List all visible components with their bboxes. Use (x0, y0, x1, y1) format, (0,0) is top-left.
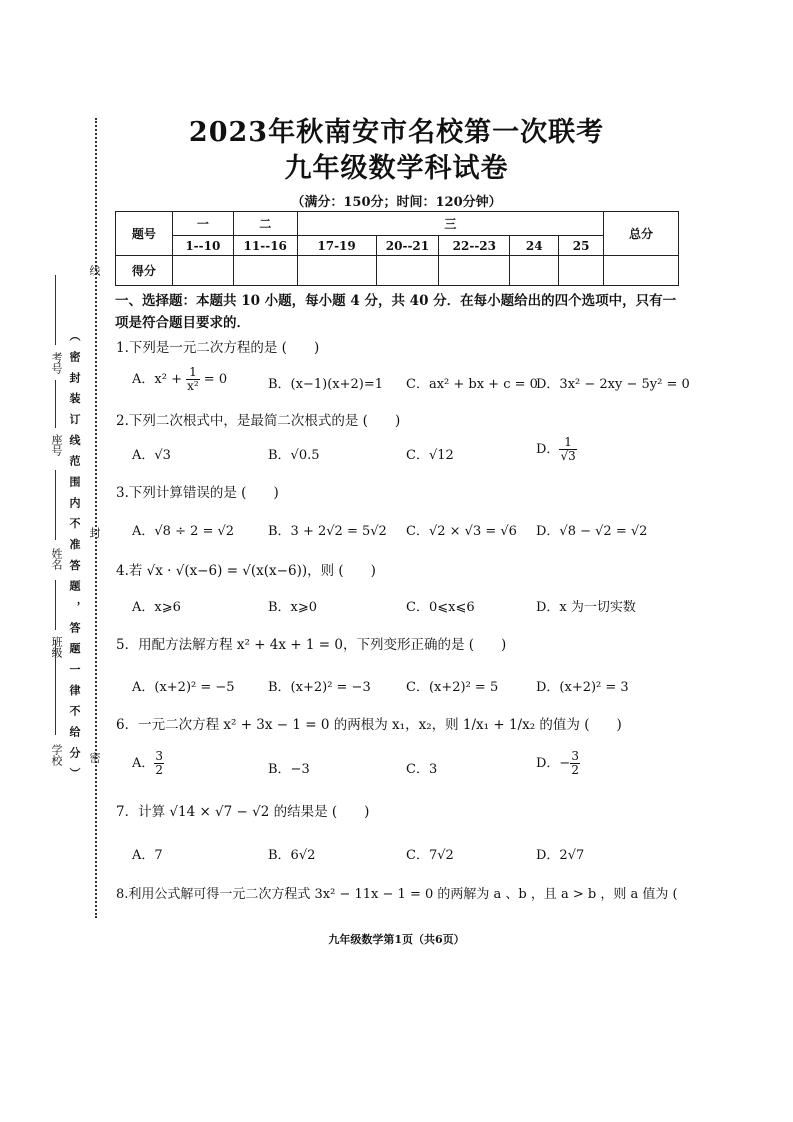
option-c[interactable]: C．√12 (406, 448, 454, 463)
mark-mi: 密 (88, 752, 101, 763)
binding-warning: （ 密 封 装 订 线 范 围 内 不 准 答 题 ， 答 题 一 律 不 给 分 ） (68, 330, 81, 782)
row-label-score: 得分 (116, 256, 173, 286)
option-b[interactable]: B．(x−1)(x+2)=1 (268, 377, 383, 392)
numerator: 3 (571, 749, 579, 763)
label-school: 学校 (50, 744, 63, 766)
range-cell: 24 (510, 236, 559, 256)
option-d[interactable]: D．(x+2)² = 3 (536, 680, 629, 695)
exam-meta: （满分：150分；时间：120分钟） (291, 195, 502, 210)
option-c[interactable]: C．(x+2)² = 5 (406, 680, 499, 695)
option-a[interactable]: A．(x+2)² = −5 (132, 680, 235, 695)
option-c[interactable]: C．ax² + bx + c = 0 (406, 377, 538, 392)
page-footer: 九年级数学第1页（共6页） (328, 933, 465, 946)
denominator: 2 (571, 763, 579, 777)
question-stem: 6．一元二次方程 x² + 3x − 1 = 0 的两根为 x₁，x₂，则 1/x₁ + 1/x₂ 的值为 ( ) (116, 717, 622, 733)
score-cell[interactable] (297, 256, 376, 286)
option-d[interactable]: D．2√7 (536, 848, 585, 863)
option-a[interactable]: A．7 (132, 848, 163, 863)
fraction (186, 366, 200, 393)
label-seat: 座号 (50, 434, 63, 456)
option-b[interactable]: B．6√2 (268, 848, 316, 863)
exam-title: 2023年秋南安市名校第一次联考 (188, 117, 605, 148)
option-a[interactable]: A．√8 ÷ 2 = √2 (132, 524, 235, 539)
numerator: 3 (155, 749, 164, 763)
label-class: 班级 (50, 636, 63, 658)
option-d[interactable]: D．3x² − 2xy − 5y² = 0 (536, 377, 690, 392)
range-cell: 25 (559, 236, 604, 256)
score-cell[interactable] (604, 256, 679, 286)
option-b[interactable]: B．(x+2)² = −3 (268, 680, 371, 695)
label-exam-no: 考号 (50, 352, 63, 374)
option-d[interactable] (536, 750, 580, 777)
option-a[interactable] (132, 366, 227, 393)
option-a-tail: = 0 (199, 372, 228, 387)
name-blank-line (55, 470, 56, 540)
range-cell: 17-19 (297, 236, 376, 256)
label-name: 姓名 (50, 548, 63, 570)
exam-no-blank-line (55, 275, 56, 345)
mark-feng: 封 (88, 527, 101, 538)
option-a-letter: A． (132, 756, 155, 771)
option-a-letter: A． (132, 372, 155, 387)
class-blank-line (55, 580, 56, 630)
total-label: 总分 (604, 212, 679, 256)
score-cell[interactable] (233, 256, 297, 286)
row-label-question: 题号 (116, 212, 173, 256)
fraction (154, 750, 164, 777)
question-stem: 4.若 √x · √(x−6) = √(x(x−6))，则 ( ) (116, 563, 376, 579)
option-c[interactable]: C．√2 × √3 = √6 (406, 524, 517, 539)
score-cell[interactable] (439, 256, 510, 286)
range-cell: 1--10 (172, 236, 233, 256)
group-two: 二 (233, 212, 297, 236)
option-b[interactable]: B．√0.5 (268, 448, 320, 463)
option-c[interactable]: C．3 (406, 762, 438, 777)
option-a-expr: x² + (154, 372, 187, 387)
range-cell: 22--23 (439, 236, 510, 256)
option-b[interactable]: B．x⩾0 (268, 600, 318, 615)
mark-xian: 线 (88, 265, 101, 276)
fraction (570, 750, 580, 777)
binding-dotted-line (95, 118, 97, 918)
range-cell: 20--21 (376, 236, 439, 256)
option-c[interactable]: C．7√2 (406, 848, 454, 863)
score-cell[interactable] (172, 256, 233, 286)
option-c[interactable]: C．0⩽x⩽6 (406, 600, 475, 615)
denominator: √3 (560, 449, 576, 463)
option-b[interactable]: B．−3 (268, 762, 310, 777)
range-cell: 11--16 (233, 236, 297, 256)
score-cell[interactable] (559, 256, 604, 286)
seat-blank-line (55, 380, 56, 428)
numerator: 1 (559, 436, 576, 450)
option-d[interactable]: D．x 为一切实数 (536, 600, 636, 615)
section-heading: 一、选择题：本题共 10 小题，每小题 4 分，共 40 分．在每小题给出的四个选项中，只有一项是符合题目要求的． (115, 293, 677, 331)
option-d[interactable]: D．√8 − √2 = √2 (536, 524, 648, 539)
question-stem: 8.利用公式解可得一元二次方程式 3x² − 11x − 1 = 0 的两解为 a 、b ，且 a > b ，则 a 值为 ( (116, 887, 678, 902)
question-stem: 5．用配方法解方程 x² + 4x + 1 = 0，下列变形正确的是 ( ) (116, 637, 507, 653)
exam-subject-title: 九年级数学科试卷 (284, 153, 509, 184)
fraction (559, 436, 576, 463)
question-stem: 2.下列二次根式中，是最简二次根式的是 ( ) (116, 413, 401, 429)
option-d-letter: D．− (536, 756, 571, 771)
score-table (115, 211, 679, 286)
score-cell[interactable] (376, 256, 439, 286)
question-stem: 7．计算 √14 × √7 − √2 的结果是 ( ) (116, 804, 370, 820)
option-a[interactable]: A．x⩾6 (132, 600, 181, 615)
option-a[interactable]: A．√3 (132, 448, 171, 463)
question-stem: 1.下列是一元二次方程的是 ( ) (116, 340, 320, 356)
question-stem: 3.下列计算错误的是 ( ) (116, 485, 279, 501)
group-three: 三 (297, 212, 603, 236)
option-d[interactable] (536, 436, 577, 463)
denominator: 2 (155, 763, 164, 777)
score-cell[interactable] (510, 256, 559, 286)
denominator: x² (187, 379, 199, 393)
numerator: 1 (186, 366, 200, 380)
option-b[interactable]: B．3 + 2√2 = 5√2 (268, 524, 387, 539)
option-d-letter: D． (536, 442, 560, 457)
option-a[interactable] (132, 750, 164, 777)
group-one: 一 (172, 212, 233, 236)
